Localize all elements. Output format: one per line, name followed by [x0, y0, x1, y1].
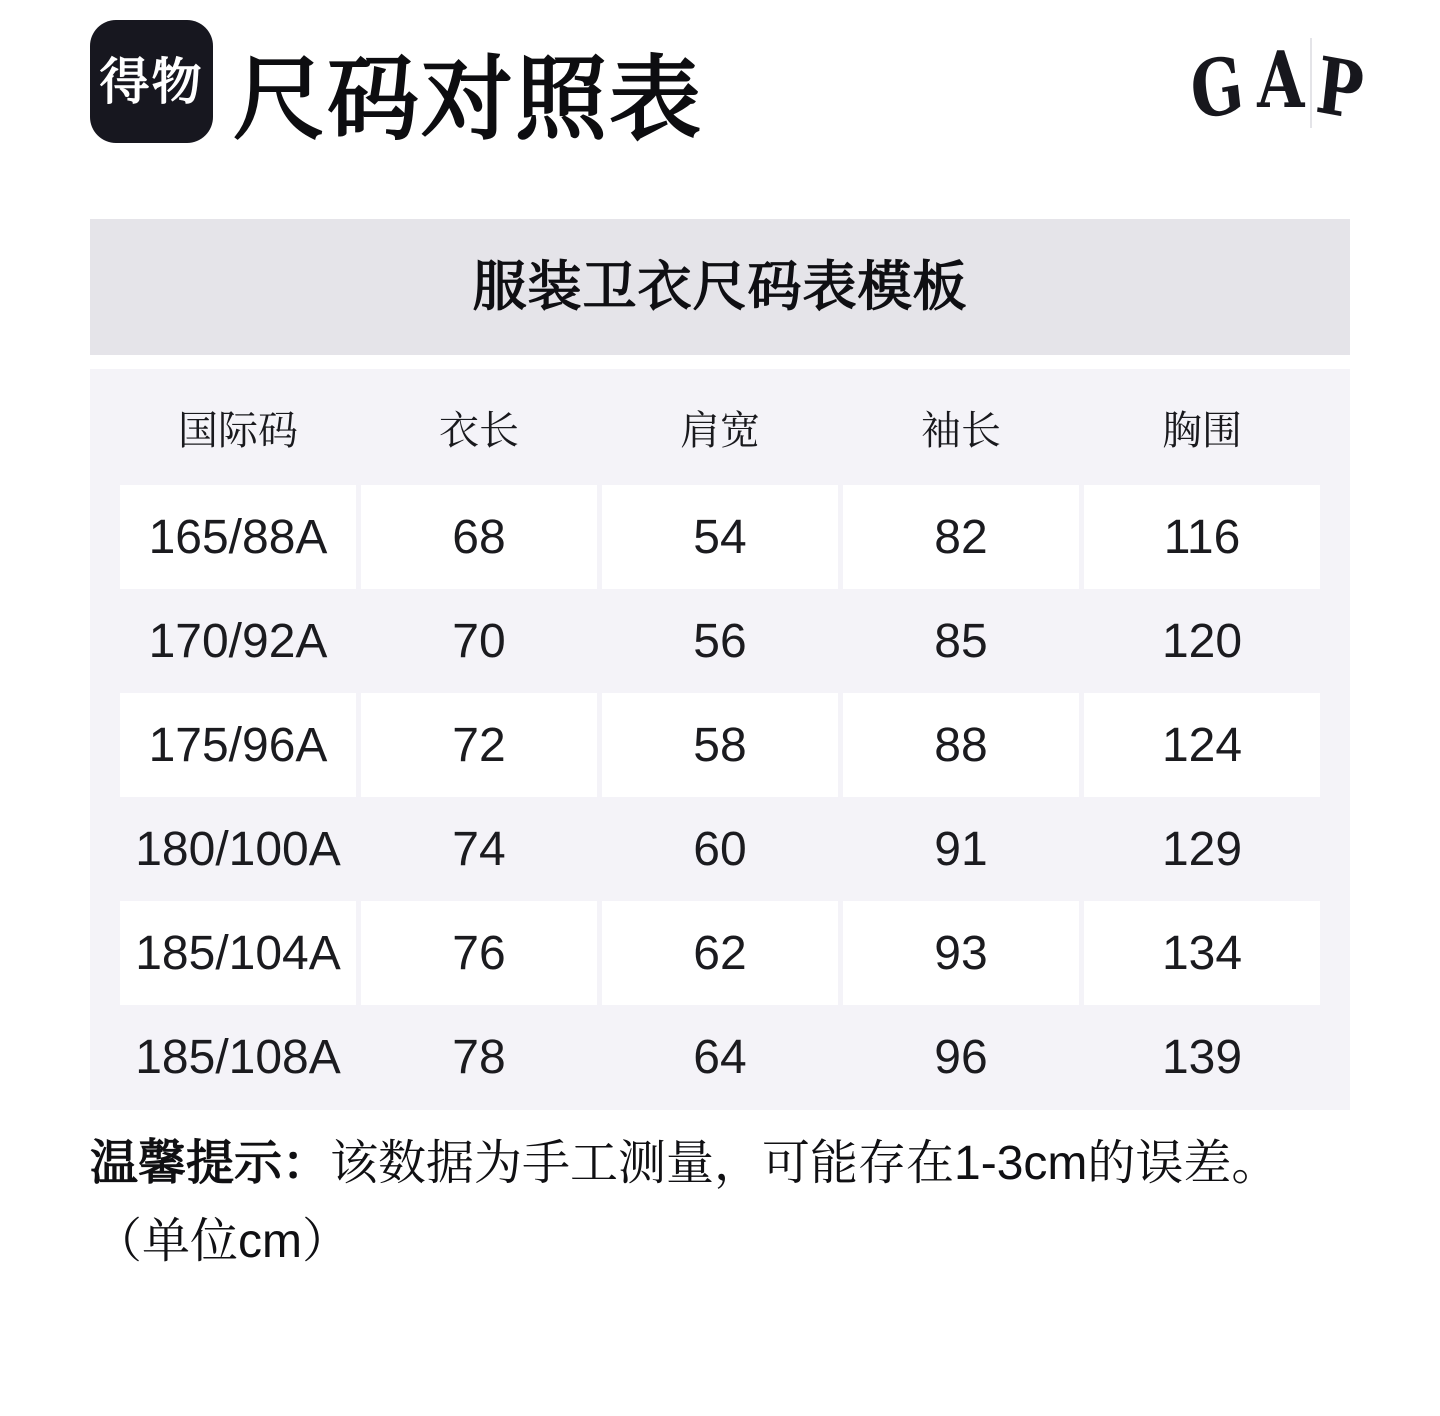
table-cell: 85 [934, 614, 988, 668]
table-cell: 93 [843, 901, 1079, 1005]
table-cell: 82 [843, 485, 1079, 589]
table-cell: 139 [1161, 1030, 1243, 1084]
table-cell: 76 [361, 901, 597, 1005]
table-row [120, 797, 1320, 901]
table-cell: 56 [693, 614, 747, 668]
table-cell: 96 [934, 1030, 988, 1084]
table-title: 服装卫衣尺码表模板 [472, 257, 968, 317]
dewu-logo-text: 得物 [99, 53, 204, 110]
table-cell: 175/96A [120, 693, 356, 797]
page-title: 尺码对照表 [233, 49, 704, 151]
table-cell: 170/92A [148, 614, 328, 668]
table-cell: 64 [693, 1030, 747, 1084]
gap-logo-letter-g: G [1186, 39, 1245, 139]
table-cell: 58 [602, 693, 838, 797]
gap-brand-logo [1186, 35, 1365, 139]
notice [90, 1137, 1380, 1268]
table-cell: 185/104A [120, 901, 356, 1005]
table-row [120, 693, 1320, 797]
table-cell: 68 [361, 485, 597, 589]
table-cell: 165/88A [120, 485, 356, 589]
table-cell: 74 [452, 822, 506, 876]
table-cell: 180/100A [135, 822, 341, 876]
table-row [120, 1005, 1320, 1109]
notice-line [90, 1137, 1380, 1190]
table-cell: 78 [452, 1030, 506, 1084]
table-cell: 72 [361, 693, 597, 797]
table-cell: 129 [1161, 822, 1243, 876]
notice-text: 该数据为手工测量，可能存在1-3cm的误差。 [330, 1137, 1280, 1190]
table-cell: 88 [843, 693, 1079, 797]
table-cell: 124 [1084, 693, 1320, 797]
table-header-row [120, 369, 1320, 485]
notice-label: 温馨提示： [90, 1137, 331, 1190]
column-header-sleeve: 袖长 [921, 408, 1001, 453]
table-cell: 62 [602, 901, 838, 1005]
column-header-length: 衣长 [439, 408, 519, 453]
column-header-intl-size: 国际码 [178, 408, 298, 453]
table-cell: 116 [1084, 485, 1320, 589]
table-title-bar [90, 219, 1350, 355]
size-table [90, 369, 1350, 1110]
gap-logo-letter-a: A [1256, 35, 1301, 126]
table-cell: 54 [602, 485, 838, 589]
table-row [120, 485, 1320, 589]
table-cell: 185/108A [135, 1030, 341, 1084]
gap-logo-letter-p: P [1312, 39, 1365, 138]
table-cell: 134 [1084, 901, 1320, 1005]
table-cell: 91 [934, 822, 988, 876]
column-header-chest: 胸围 [1162, 408, 1242, 453]
table-cell: 60 [693, 822, 747, 876]
dewu-app-logo [90, 20, 213, 143]
unit-note: （单位cm） [94, 1215, 350, 1268]
table-cell: 70 [452, 614, 506, 668]
table-cell: 120 [1161, 614, 1243, 668]
column-header-shoulder: 肩宽 [680, 408, 760, 453]
table-row [120, 589, 1320, 693]
table-row [120, 901, 1320, 1005]
header-divider-line [1310, 38, 1312, 128]
